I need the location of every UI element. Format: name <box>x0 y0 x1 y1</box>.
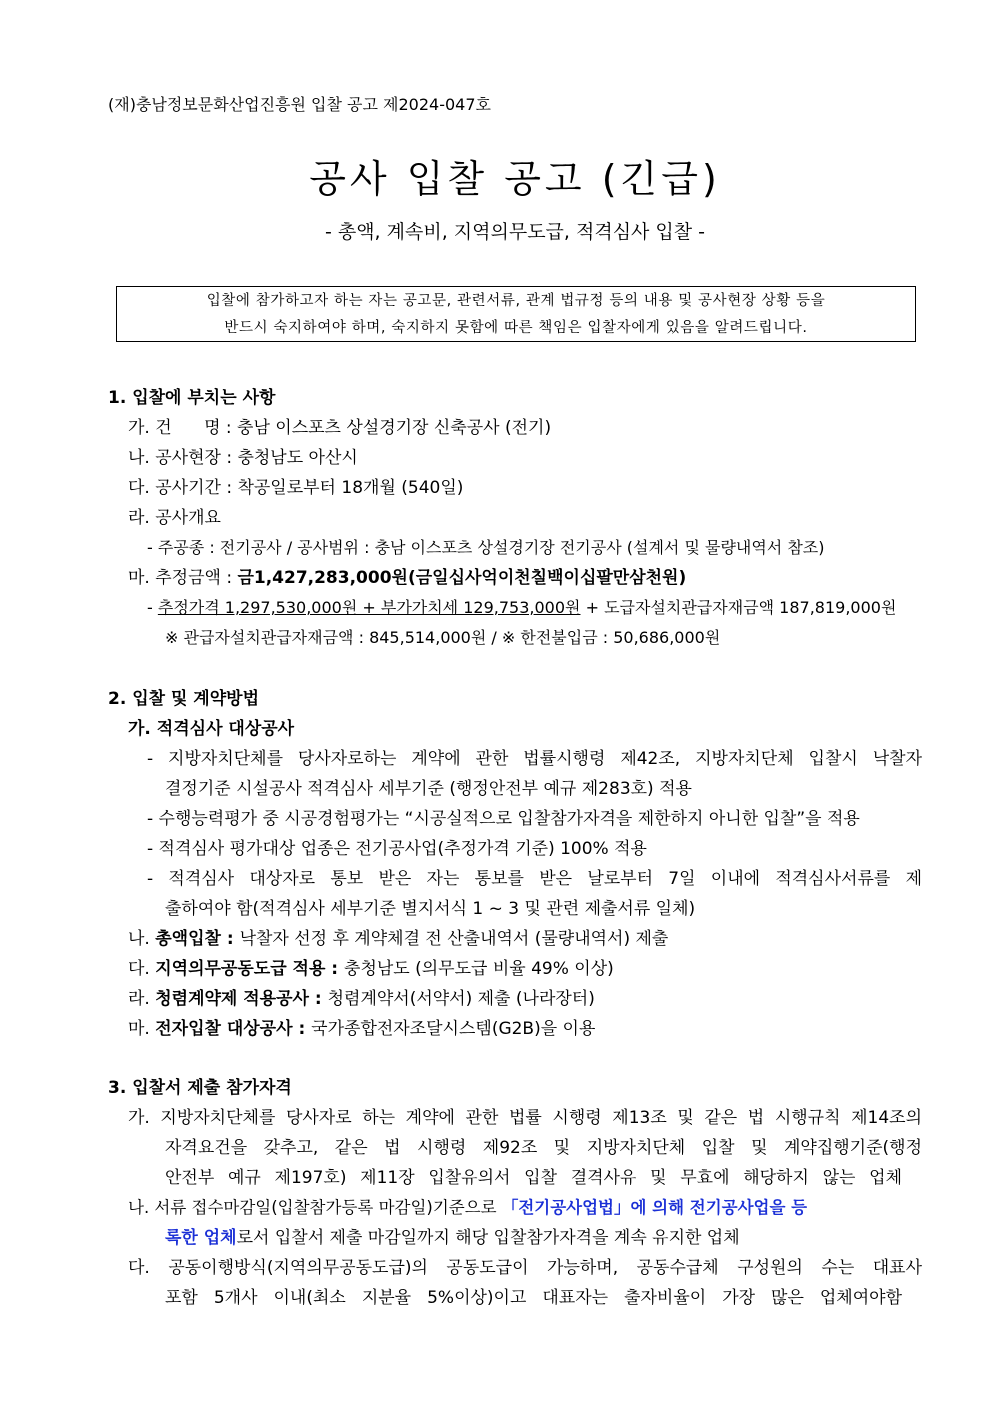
contractor-material-amount: + 도급자설치관급자재금액 187,819,000원 <box>580 598 897 617</box>
page-subtitle: - 총액, 계속비, 지역의무도급, 적격심사 입찰 - <box>324 221 706 243</box>
page-title: 공사 입찰 공고 (긴급) <box>309 157 721 201</box>
notice-line-2: 반드시 숙지하여야 하며, 숙지하지 못함에 따른 책임은 입찰자에게 있음을 알려드립니다. <box>224 320 808 336</box>
section-3-heading: 3. 입찰서 제출 참가자격 <box>108 1078 292 1098</box>
item-2-na <box>128 924 668 954</box>
item-1-ma-note: ※ 관급자설치관급자재금액 : 845,514,000원 / ※ 한전불입금 : 50,686,000원 <box>165 628 721 647</box>
announcement-number: (재)충남정보문화산업진흥원 입찰 공고 제2024-047호 <box>108 95 491 114</box>
item-2-ga-1-line-1: - 지방자치단체를 당사자로하는 계약에 관한 법률시행령 제42조, 지방자치단체 입찰시 낙찰자 <box>147 749 922 769</box>
item-2-da-text: 충청남도 (의무도급 비율 49% 이상) <box>344 959 614 979</box>
item-2-na-text: 낙찰자 선정 후 계약체결 전 산출내역서 (물량내역서) 제출 <box>239 929 669 949</box>
item-2-ra-title: 청렴계약제 적용공사 : <box>155 989 328 1009</box>
item-2-na-title: 총액입찰 : <box>155 929 240 949</box>
estimated-price-breakdown: 추정가격 1,297,530,000원 + 부가가치세 129,753,000원 <box>157 598 581 617</box>
item-2-ra <box>128 984 595 1014</box>
item-1-ma-detail-dash: - <box>147 598 158 617</box>
item-3-na-highlight-cont: 록한 업체 <box>165 1228 237 1248</box>
item-2-da-label: 다. <box>128 959 156 979</box>
item-3-na-text-cont: 로서 입찰서 제출 마감일까지 해당 입찰참가자격을 계속 유지한 업체 <box>236 1228 740 1248</box>
section-1-heading: 1. 입찰에 부치는 사항 <box>108 388 276 408</box>
item-3-na-line-1 <box>128 1193 807 1223</box>
item-2-na-label: 나. <box>128 929 156 949</box>
item-2-ra-text: 청렴계약서(서약서) 제출 (나라장터) <box>327 989 595 1009</box>
item-1-ma <box>128 563 686 593</box>
item-2-da <box>128 954 614 984</box>
item-1-ra: 라. 공사개요 <box>128 508 221 528</box>
item-2-ma-text: 국가종합전자조달시스템(G2B)을 이용 <box>311 1019 596 1039</box>
item-2-ma <box>128 1014 595 1044</box>
item-1-ma-detail <box>147 593 896 623</box>
item-3-na-highlight: 「전기공사업법」에 의해 전기공사업을 등 <box>501 1198 808 1217</box>
item-3-ga-line-1: 가. 지방자치단체를 당사자로 하는 계약에 관한 법률 시행령 제13조 및 같은 법 시행규칙 제14조의 <box>128 1108 922 1128</box>
item-2-ma-title: 전자입찰 대상공사 : <box>155 1019 312 1039</box>
notice-line-1: 입찰에 참가하고자 하는 자는 공고문, 관련서류, 관계 법규정 등의 내용 및 공사현장 상황 등을 <box>206 293 826 309</box>
section-2-heading: 2. 입찰 및 계약방법 <box>108 689 259 709</box>
item-1-ga: 가. 건 명 : 충남 이스포츠 상설경기장 신축공사 (전기) <box>128 418 552 438</box>
item-2-ga-3: - 적격심사 평가대상 업종은 전기공사업(추정가격 기준) 100% 적용 <box>147 839 647 859</box>
item-3-na-text: 나. 서류 접수마감일(입찰참가등록 마감일)기준으로 <box>128 1198 502 1217</box>
item-2-ga-4-line-2: 출하여야 함(적격심사 세부기준 별지서식 1 ~ 3 및 관련 제출서류 일체) <box>165 899 696 919</box>
item-2-ma-label: 마. <box>128 1019 156 1039</box>
item-2-ga-2: - 수행능력평가 중 시공경험평가는 “시공실적으로 입찰참가자격을 제한하지 아니한 입찰”을 적용 <box>147 809 860 829</box>
item-1-na: 나. 공사현장 : 충청남도 아산시 <box>128 448 358 468</box>
item-2-ra-label: 라. <box>128 989 156 1009</box>
item-3-na-line-2 <box>165 1223 740 1253</box>
item-3-ga-line-3: 안전부 예규 제197호) 제11장 입찰유의서 입찰 결격사유 및 무효에 해당하지 않는 업체 <box>165 1168 902 1188</box>
notice-box <box>116 286 916 342</box>
item-1-ma-label: 마. 추정금액 : <box>128 568 238 588</box>
item-1-ra-detail: - 주공종 : 전기공사 / 공사범위 : 충남 이스포츠 상설경기장 전기공사 (설계서 및 물량내역서 참조) <box>147 538 825 557</box>
item-3-da-line-2: 포함 5개사 이내(최소 지분율 5%이상)이고 대표자는 출자비율이 가장 많은 업체여야함 <box>165 1288 902 1308</box>
item-2-da-title: 지역의무공동도급 적용 : <box>155 959 345 979</box>
item-2-ga-1-line-2: 결정기준 시설공사 적격심사 세부기준 (행정안전부 예규 제283호) 적용 <box>165 779 692 799</box>
item-2-ga-4-line-1: - 적격심사 대상자로 통보 받은 자는 통보를 받은 날로부터 7일 이내에 적격심사서류를 제 <box>147 869 922 889</box>
item-3-ga-line-2: 자격요건을 갖추고, 같은 법 시행령 제92조 및 지방자치단체 입찰 및 계약집행기준(행정 <box>165 1138 922 1158</box>
item-3-da-line-1: 다. 공동이행방식(지역의무공동도급)의 공동도급이 가능하며, 공동수급체 구성원의 수는 대표사 <box>128 1258 922 1278</box>
estimated-amount: 금1,427,283,000원(금일십사억이천칠백이십팔만삼천원) <box>237 568 687 588</box>
item-2-ga: 가. 적격심사 대상공사 <box>128 719 295 739</box>
item-1-da: 다. 공사기간 : 착공일로부터 18개월 (540일) <box>128 478 464 498</box>
